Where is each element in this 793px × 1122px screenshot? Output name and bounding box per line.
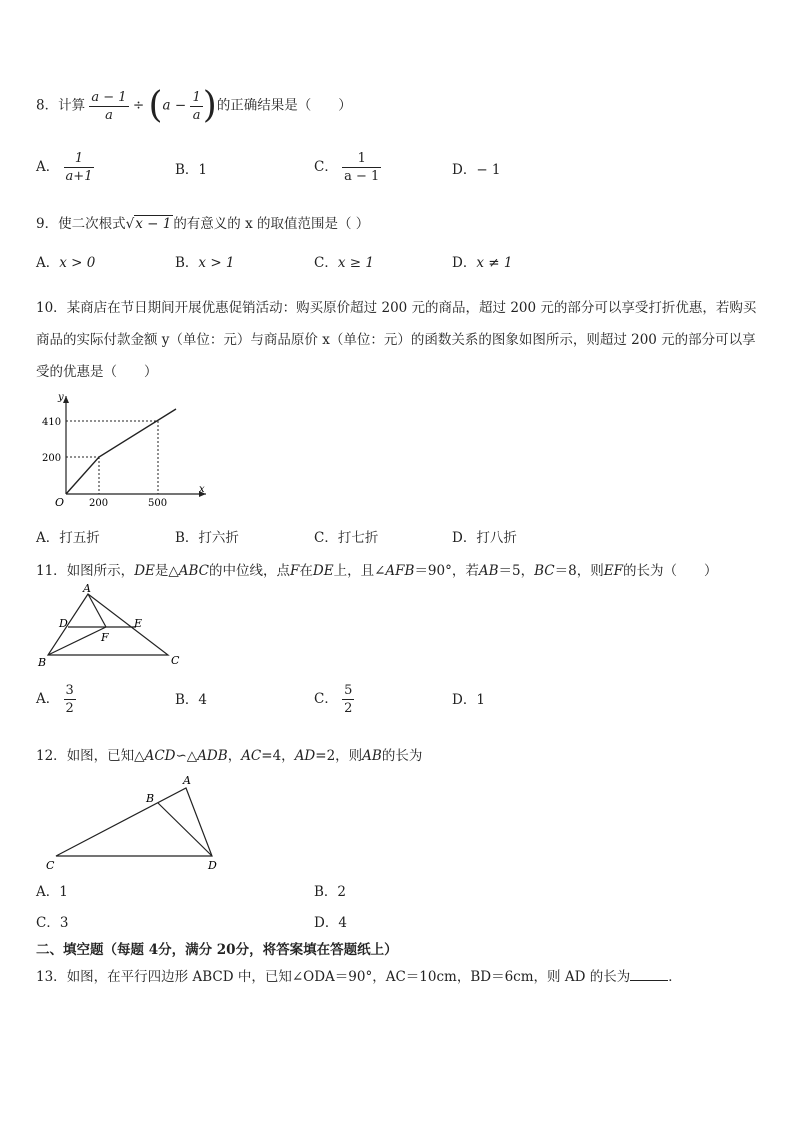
label-d: D [208, 859, 217, 872]
question-8 [36, 85, 352, 126]
option-a[interactable]: A．x > 0 [36, 255, 96, 271]
x-label: x [199, 484, 205, 495]
triangle-figure-12 [36, 772, 236, 872]
option-d[interactable]: D．4 [314, 915, 347, 931]
question-number: 13． [36, 969, 67, 985]
option-a[interactable]: A．打五折 [36, 530, 100, 546]
option-b[interactable]: B．打六折 [175, 530, 239, 546]
option-d[interactable]: D．1 [452, 692, 485, 708]
y-label: y [58, 392, 64, 403]
option-c[interactable]: C．3 [36, 915, 69, 931]
segment-bd [158, 803, 212, 856]
option-b[interactable]: B．2 [314, 884, 347, 900]
question-number: 12． [36, 748, 67, 764]
triangle-acd [56, 788, 212, 856]
question-text: 的正确结果是（ ） [216, 97, 352, 114]
left-paren: ( [148, 85, 163, 126]
segment-af [88, 594, 106, 627]
right-paren: ) [202, 85, 217, 126]
option-c[interactable]: C．x ≥ 1 [314, 255, 374, 271]
answer-blank[interactable] [630, 980, 668, 981]
divide-sign: ÷ [132, 97, 145, 114]
option-b[interactable]: B．4 [175, 692, 208, 708]
question-11: 11．如图所示，DE是△ABC的中位线，点F在DE上，且∠AFB＝90°，若AB＝5，BC＝8，则EF的长为（ ） [36, 563, 718, 579]
question-number: 8． [36, 97, 59, 114]
fraction: $\frac{1}{a}$ [192, 89, 201, 123]
label-c: C [46, 859, 55, 872]
option-b[interactable]: B．x > 1 [175, 255, 235, 271]
question-text: 某商店在节日期间开展优惠促销活动：购买原价超过 200 元的商品，超过 200 元的部分可以享受打折优惠，若购买商品的实际付款金额 y（单位：元）与商品原价 x（单位：元）的函数关系的图象如图所示，则超过 200 元的部分可以享受的优惠是（ ） [36, 300, 757, 380]
label-e: E [134, 617, 143, 630]
origin-label: O [55, 496, 65, 509]
section-heading: 二、填空题（每题 4分，满分 20分，将答案填在答题纸上） [36, 942, 398, 958]
label-d: D [59, 617, 68, 630]
option-d[interactable]: D．x ≠ 1 [452, 255, 513, 271]
label-f: F [101, 631, 109, 644]
question-13: 13．如图，在平行四边形 ABCD 中，已知∠ODA＝90°，AC＝10cm，BD＝6cm，则 AD 的长为 ． [36, 969, 682, 985]
payment-graph [36, 388, 216, 512]
fraction: $\frac{3}{2}$ [65, 683, 74, 716]
expression: a − [162, 97, 187, 114]
y-axis-arrow [63, 396, 69, 403]
option-a[interactable]: A． $\frac{1}{a+1}$ [36, 151, 93, 184]
fraction: $\frac{5}{2}$ [344, 683, 353, 716]
label-b: B [146, 792, 155, 805]
question-number: 10． [36, 300, 67, 316]
label-b: B [38, 656, 47, 669]
fraction: $\frac{1}{a - 1}$ [344, 151, 380, 184]
option-d[interactable]: D．打八折 [452, 530, 517, 546]
tick-label-200-x: 200 [89, 498, 109, 509]
question-number: 9． [36, 216, 59, 232]
question-12: 12．如图，已知△ACD∽△ADB，AC=4，AD=2，则AB的长为 [36, 748, 423, 764]
question-10 [36, 292, 758, 388]
label-a: A [183, 774, 191, 787]
option-a[interactable]: A． $\frac{3}{2}$ [36, 683, 74, 716]
fraction: $\frac{1}{a+1}$ [65, 151, 93, 184]
fraction: $\frac{a - 1}{a}$ [91, 89, 127, 123]
option-a[interactable]: A．1 [36, 884, 68, 900]
square-root: √x − 1 [125, 216, 172, 232]
question-text: 计算 [58, 97, 86, 114]
tick-label-410: 410 [42, 417, 62, 428]
option-b[interactable]: B．1 [175, 162, 208, 178]
tick-label-500: 500 [148, 498, 168, 509]
option-c[interactable]: C． $\frac{5}{2}$ [314, 683, 353, 716]
option-c[interactable]: C． $\frac{1}{a - 1}$ [314, 151, 380, 184]
tick-label-200-y: 200 [42, 453, 62, 464]
option-c[interactable]: C．打七折 [314, 530, 379, 546]
question-number: 11． [36, 563, 67, 579]
label-c: C [171, 654, 180, 667]
label-a: A [83, 582, 91, 595]
option-d[interactable]: D．− 1 [452, 162, 501, 178]
triangle-figure-11 [36, 582, 186, 670]
question-9: 9．使二次根式√x − 1 的有意义的 x 的取值范围是（ ） [36, 216, 370, 232]
graph-line [66, 409, 176, 494]
